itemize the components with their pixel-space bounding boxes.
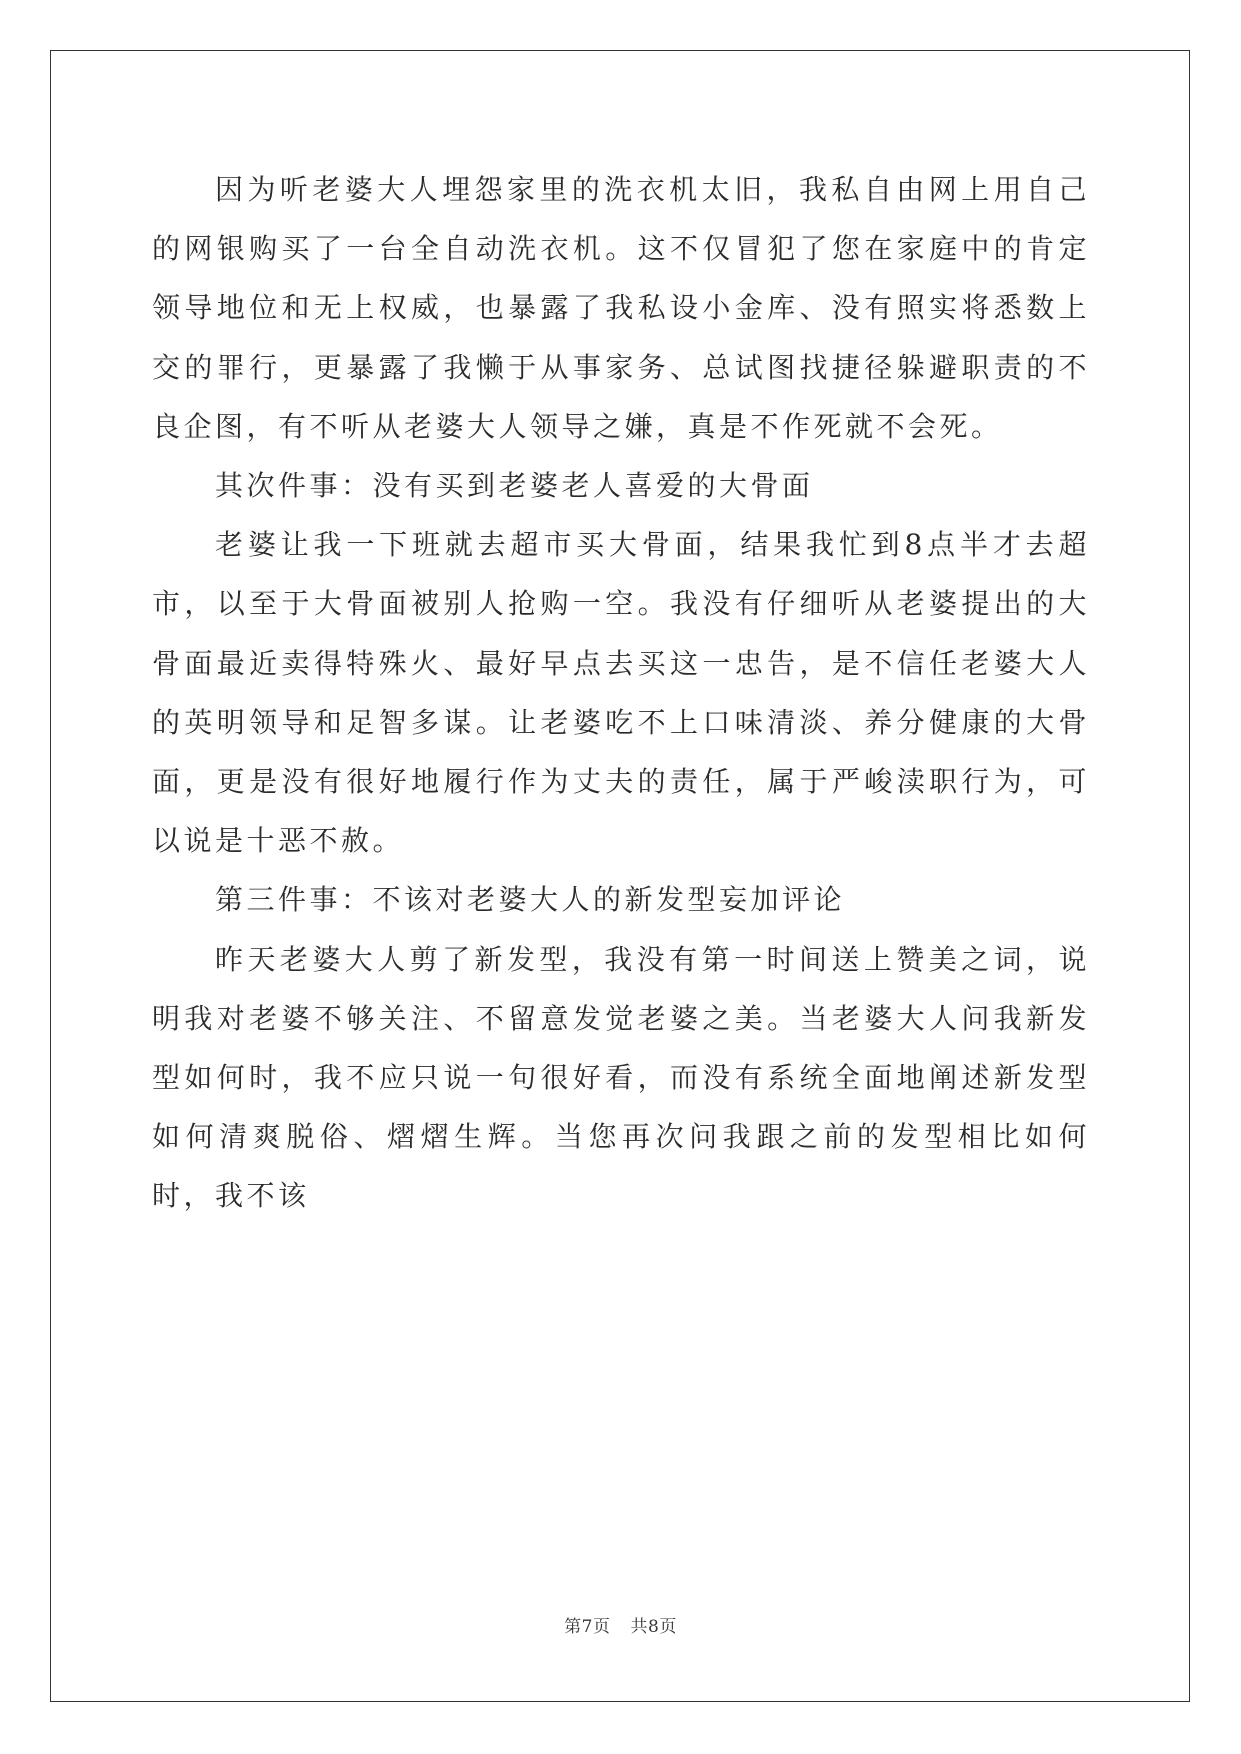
paragraph-washing-machine: 因为听老婆大人埋怨家里的洗衣机太旧，我私自由网上用自己的网银购买了一台全自动洗衣机。这不仅冒犯了您在家庭中的肯定领导地位和无上权威，也暴露了我私设小金库、没有照实将悉数上交的罪行，更暴露了我懒于从事家务、总试图找捷径躲避职责的不良企图，有不听从老婆大人领导之嫌，真是不作死就不会死。 bbox=[152, 173, 1090, 443]
document-body bbox=[152, 160, 1090, 1226]
page-number: 第7页 bbox=[564, 1617, 611, 1637]
paragraph-hairstyle: 昨天老婆大人剪了新发型，我没有第一时间送上赞美之词，说明我对老婆不够关注、不留意发觉老婆之美。当老婆大人问我新发型如何时，我不应只说一句很好看，而没有系统全面地阐述新发型如何清爽脱俗、熠熠生辉。当您再次问我跟之前的发型相比如何时，我不该 bbox=[152, 942, 1090, 1213]
heading-third-item: 第三件事：不该对老婆大人的新发型妄加评论 bbox=[215, 883, 846, 917]
heading-second-item: 其次件事：没有买到老婆老人喜爱的大骨面 bbox=[215, 469, 814, 503]
paragraph-noodles: 老婆让我一下班就去超市买大骨面，结果我忙到8点半才去超市，以至于大骨面被别人抢购一空。我没有仔细听从老婆提出的大骨面最近卖得特殊火、最好早点去买这一忠告，是不信任老婆大人的英明领导和足智多谋。让老婆吃不上口味清淡、养分健康的大骨面，更是没有很好地履行作为丈夫的责任，属于严峻渎职行为，可以说是十恶不赦。 bbox=[152, 528, 1090, 858]
page-total: 共8页 bbox=[630, 1617, 677, 1637]
page-footer bbox=[0, 1612, 1241, 1637]
